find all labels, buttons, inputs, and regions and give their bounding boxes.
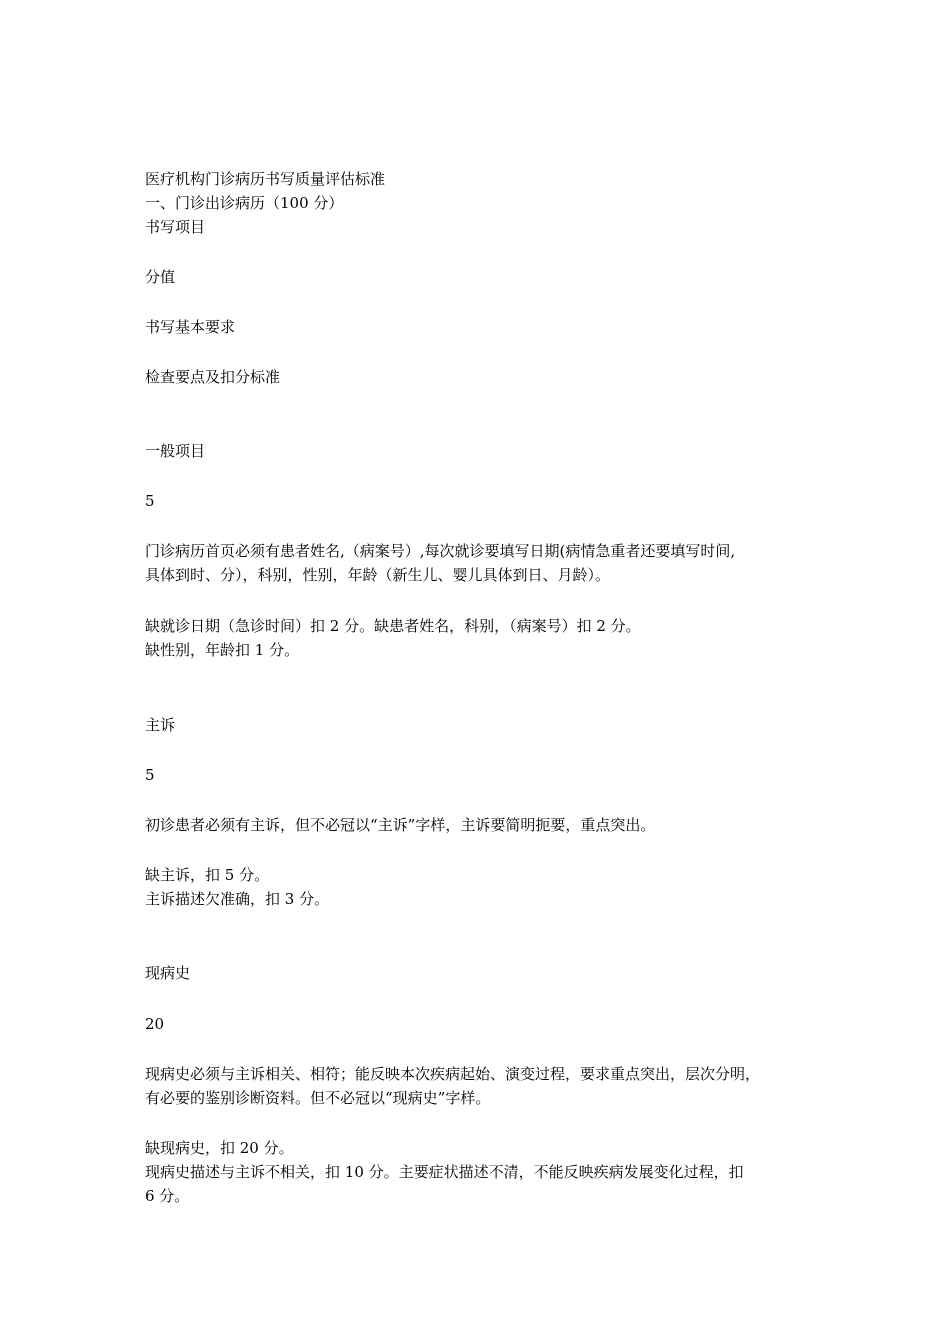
header-requirement: 书写基本要求 [145, 318, 236, 336]
item-score: 5 [145, 766, 155, 784]
requirement-line: 门诊病历首页必须有患者姓名,（病案号）,每次就诊要填写日期(病情急重者还要填写时间, [145, 542, 736, 560]
deduction-line: 缺性别，年龄扣 1 分。 [145, 641, 300, 659]
deduction-line: 缺主诉，扣 5 分。 [145, 866, 270, 884]
item-name: 一般项目 [145, 442, 206, 460]
item-name: 现病史 [145, 964, 191, 982]
item-score: 5 [145, 492, 155, 510]
item-score: 20 [145, 1015, 165, 1033]
deduction-line: 缺就诊日期（急诊时间）扣 2 分。缺患者姓名，科别，（病案号）扣 2 分。 [145, 617, 641, 635]
section-heading: 一、门诊出诊病历（100 分） [145, 194, 344, 212]
requirement-line: 有必要的鉴别诊断资料。但不必冠以“现病史”字样。 [145, 1089, 491, 1107]
requirement-line: 现病史必须与主诉相关、相符；能反映本次疾病起始、演变过程，要求重点突出，层次分明， [145, 1065, 761, 1083]
document-title: 医疗机构门诊病历书写质量评估标准 [145, 170, 386, 188]
deduction-line: 主诉描述欠准确，扣 3 分。 [145, 890, 330, 908]
deduction-line: 6 分。 [145, 1187, 190, 1205]
header-deduction: 检查要点及扣分标准 [145, 368, 281, 386]
item-name: 主诉 [145, 716, 176, 734]
header-item: 书写项目 [145, 218, 206, 236]
deduction-line: 缺现病史，扣 20 分。 [145, 1139, 294, 1157]
header-score: 分值 [145, 268, 176, 286]
requirement-line: 初诊患者必须有主诉，但不必冠以“主诉”字样，主诉要简明扼要，重点突出。 [145, 816, 656, 834]
deduction-line: 现病史描述与主诉不相关，扣 10 分。主要症状描述不清，不能反映疾病发展变化过程，扣 [145, 1163, 744, 1181]
requirement-line: 具体到时、分），科别，性别，年龄（新生儿、婴儿具体到日、月龄）。 [145, 566, 611, 584]
